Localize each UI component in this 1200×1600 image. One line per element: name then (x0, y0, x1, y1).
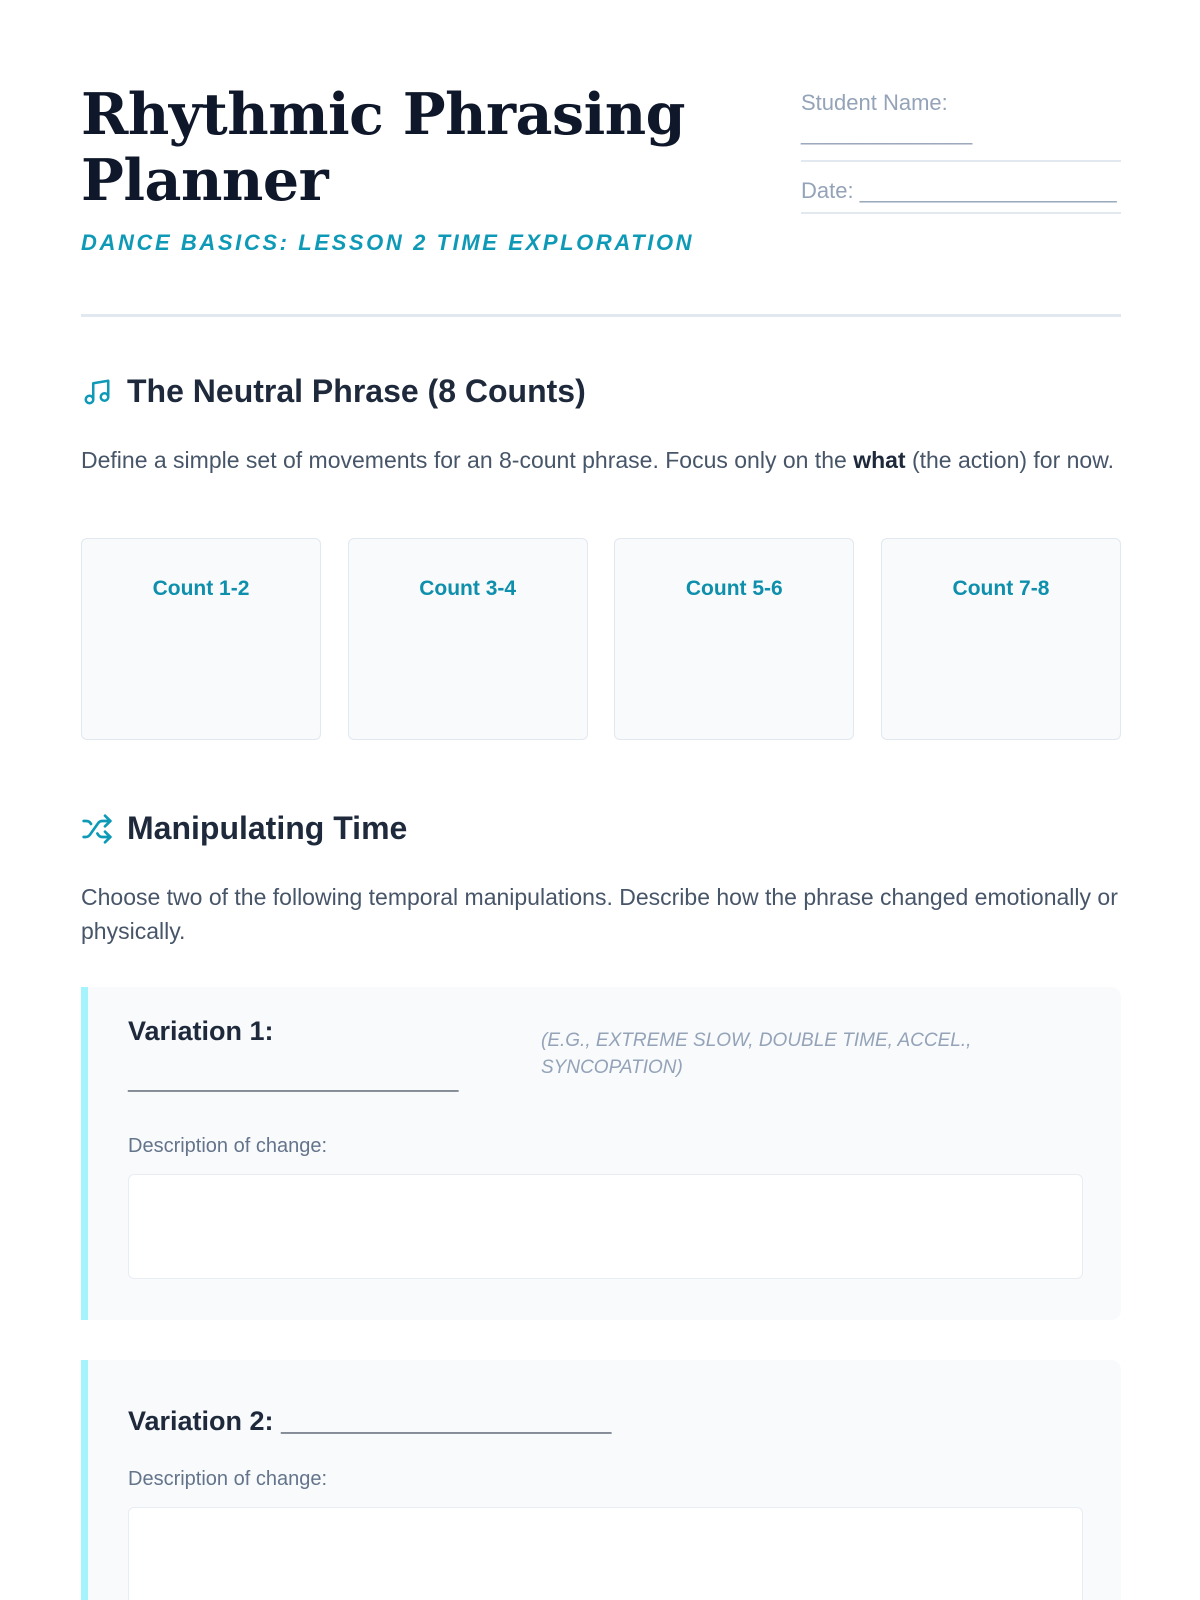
count-box[interactable] (881, 538, 1121, 740)
count-label: Count 1-2 (152, 577, 250, 600)
section-instructions: Choose two of the following temporal manipulations. Describe how the phrase changed emotionally or physically. (81, 884, 1118, 944)
section-manipulating-time-heading (81, 810, 407, 847)
variation-hint: (E.G., EXTREME SLOW, DOUBLE TIME, ACCEL., SYNCOPATION) (541, 1030, 972, 1078)
description-input[interactable] (128, 1507, 1083, 1600)
music-note-icon (81, 376, 113, 408)
page-title: Rhythmic Phrasing Planner (81, 81, 686, 214)
header-divider (81, 314, 1121, 317)
variation-title[interactable]: Variation 2: ______________________ (128, 1406, 612, 1436)
section-title: Manipulating Time (127, 810, 408, 846)
header (81, 0, 1121, 317)
count-grid (81, 538, 1121, 740)
variation-card (81, 1360, 1121, 1600)
description-input[interactable] (128, 1174, 1083, 1279)
variation-card (81, 987, 1121, 1320)
page-subtitle: DANCE BASICS: LESSON 2 TIME EXPLORATION (81, 230, 695, 255)
student-name-field[interactable]: Student Name: ______________ (801, 88, 1121, 162)
description-label: Description of change: (128, 1468, 328, 1490)
section-title: The Neutral Phrase (8 Counts) (127, 373, 586, 409)
count-label: Count 7-8 (952, 577, 1050, 600)
section-neutral-phrase-heading (81, 373, 586, 410)
section-instructions: Define a simple set of movements for an 8-count phrase. Focus only on the what (the action) for now. (81, 447, 1114, 473)
count-label: Count 3-4 (419, 577, 517, 600)
date-field[interactable]: Date: _____________________ (801, 176, 1121, 214)
student-meta (801, 88, 1121, 214)
count-label: Count 5-6 (685, 577, 783, 600)
count-box[interactable] (614, 538, 854, 740)
shuffle-icon (81, 813, 113, 845)
description-label: Description of change: (128, 1135, 328, 1157)
count-box[interactable] (81, 538, 321, 740)
count-box[interactable] (348, 538, 588, 740)
variation-title[interactable]: Variation 1: ______________________ (128, 1016, 459, 1094)
